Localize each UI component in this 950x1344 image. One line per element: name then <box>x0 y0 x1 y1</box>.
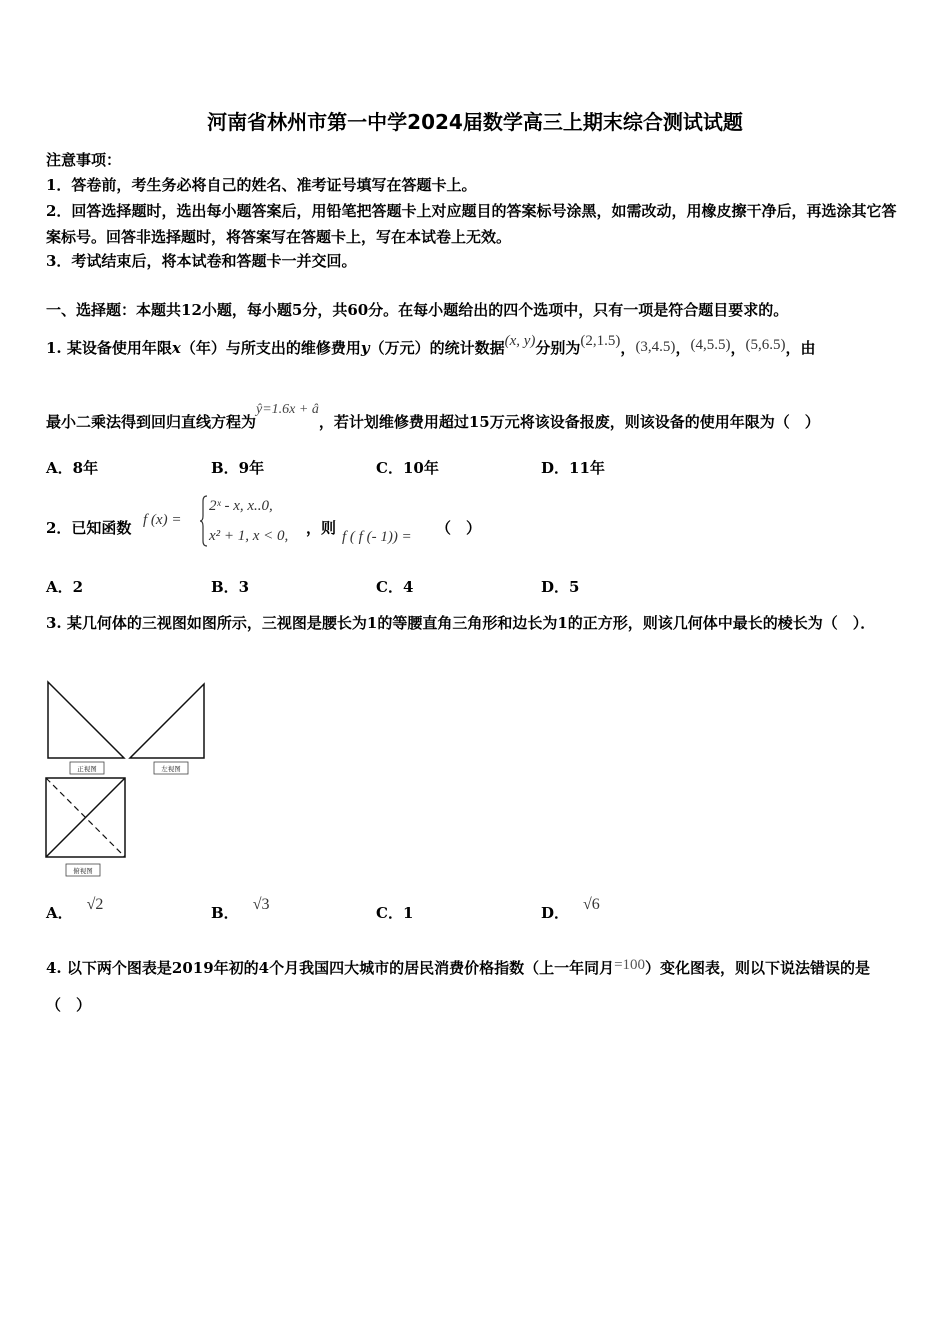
q2-case-2: x² + 1, x < 0, <box>209 528 289 544</box>
q3-option-b-value: √3 <box>252 896 270 913</box>
q3-option-a-letter: A． <box>46 904 73 922</box>
notice-item-2: 2．回答选择题时，选出每小题答案后，用铅笔把答题卡上对应题目的答案标号涂黑，如需改动，用橡皮擦干净后，再选涂其它答案标号。回答非选择题时，将答案写在答题卡上，写在本试卷上无效。 <box>46 202 897 246</box>
q2-function-name: f (x) = <box>143 512 182 528</box>
q1-sep-3: ， <box>730 339 746 357</box>
q2-lead: 2．已知函数 <box>46 519 132 537</box>
q3-option-d-value: √6 <box>583 896 600 913</box>
q1-text-g: ，若计划维修费用超过15万元将该设备报废，则该设备的使用年限为（ ） <box>318 413 820 431</box>
q3-option-b-letter: B． <box>211 904 239 922</box>
side-view-label: 左视图 <box>161 765 181 773</box>
q1-text-b: （年）与所支出的维修费用 <box>180 339 361 357</box>
q1-text-c: （万元）的统计数据 <box>369 339 505 357</box>
q1-option-a[interactable]: A．8年 <box>46 459 99 477</box>
q1-text-e: ，由 <box>785 339 816 357</box>
q1-point-3: (4,5.5) <box>690 337 731 353</box>
q4-text-a: 4. 以下两个图表是2019年初的4个月我国四大城市的居民消费价格指数（上一年同月 <box>46 959 615 977</box>
q3-option-d-letter: D． <box>541 904 570 922</box>
q4-text-b: ）变化图表，则以下说法错误的是（ ） <box>46 959 871 1014</box>
q1-point-2: (3,4.5) <box>635 339 676 355</box>
section-heading: 一、选择题：本题共12小题，每小题5分，共60分。在每小题给出的四个选项中，只有一项是符合题目要求的。 <box>46 301 789 319</box>
notice-heading: 注意事项： <box>46 151 122 169</box>
q1-option-d[interactable]: D．11年 <box>541 459 605 477</box>
q3-option-b[interactable] <box>211 896 270 922</box>
q1-option-c[interactable]: C．10年 <box>376 459 439 477</box>
q1-point-1: (2,1.5) <box>580 333 621 349</box>
q2-option-b[interactable]: B．3 <box>211 578 250 596</box>
q4-eq: =100 <box>614 957 646 973</box>
q2-brace <box>199 495 209 547</box>
front-view-label: 正视图 <box>77 765 97 773</box>
three-view-figure <box>44 678 214 883</box>
q1-text-f: 最小二乘法得到回归直线方程为 <box>46 413 257 431</box>
q3-option-c-letter: C． <box>376 904 403 922</box>
q1-text-d: 分别为 <box>535 339 581 357</box>
q2-mid-text: ，则 <box>306 519 337 537</box>
q2-case-1: 2ˣ - x, x..0, <box>209 498 273 514</box>
question-4-text <box>46 950 906 1023</box>
q2-option-a[interactable]: A．2 <box>46 578 84 596</box>
brace-icon <box>199 495 209 547</box>
front-view-triangle <box>48 682 124 758</box>
q1-var-x: x <box>171 339 181 357</box>
q1-regression-equation: ŷ=1.6x + â <box>256 402 319 417</box>
top-view-label: 俯视图 <box>73 867 93 875</box>
q3-option-d[interactable] <box>541 896 600 922</box>
q3-option-c[interactable] <box>376 906 413 921</box>
page-title: 河南省林州市第一中学2024届数学高三上期末综合测试试题 <box>207 110 743 134</box>
q2-option-c[interactable]: C．4 <box>376 578 414 596</box>
q1-var-y: y <box>360 339 370 357</box>
q2-composite-expression: f ( f (- 1)) = <box>342 529 412 545</box>
three-view-diagram <box>44 678 214 883</box>
q1-point-4: (5,6.5) <box>745 337 786 353</box>
question-3-text: 3. 某几何体的三视图如图所示，三视图是腰长为1的等腰直角三角形和边长为1的正方形，则该几何体中最长的棱长为（ ）． <box>46 614 876 632</box>
q3-option-a[interactable] <box>46 896 104 922</box>
q3-option-c-value: 1 <box>402 904 414 922</box>
notice-item-1: 1．答卷前，考生务必将自己的姓名、准考证号填写在答题卡上。 <box>46 176 477 194</box>
q1-option-b[interactable]: B．9年 <box>211 459 265 477</box>
q1-sep-2: ， <box>675 339 691 357</box>
q1-sep-1: ， <box>620 339 636 357</box>
q3-option-a-value: √2 <box>86 896 104 913</box>
q2-option-d[interactable]: D．5 <box>541 578 580 596</box>
side-view-triangle <box>130 684 204 758</box>
question-1-line-1 <box>46 333 816 357</box>
q1-text-a: 1. 某设备使用年限 <box>46 339 172 357</box>
q1-pair-xy: (x, y) <box>504 333 536 349</box>
q2-paren: （ ） <box>436 519 482 537</box>
question-1-line-2 <box>46 402 820 431</box>
notice-item-3: 3．考试结束后，将本试卷和答题卡一并交回。 <box>46 252 357 270</box>
